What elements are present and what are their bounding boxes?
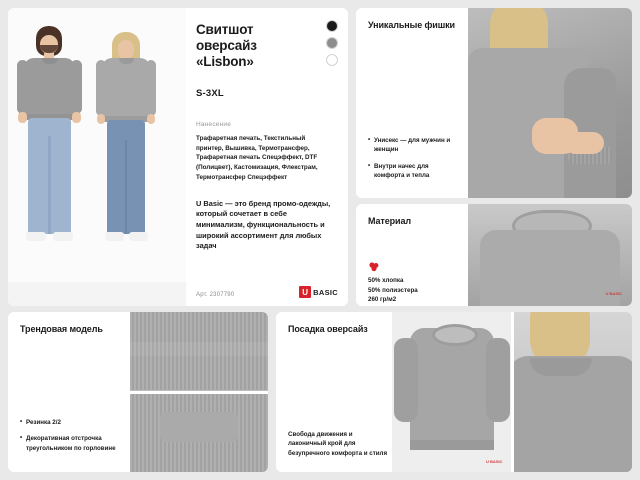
logo-text: BASIC <box>313 287 338 297</box>
swatch-grey[interactable] <box>326 37 338 49</box>
features-title: Уникальные фишки <box>368 20 455 30</box>
fit-front-right-sleeve <box>486 338 510 422</box>
features-bullets <box>368 136 460 187</box>
male-right-shoe <box>53 232 73 241</box>
product-info <box>186 8 348 306</box>
female-left-shoe <box>105 232 124 241</box>
cuff-fold <box>130 342 268 356</box>
trend-title: Трендовая модель <box>20 324 103 334</box>
material-card <box>356 204 632 306</box>
female-right-hand <box>147 114 155 124</box>
material-spec-line-2: 50% полиэстера <box>368 286 418 294</box>
fit-title: Посадка оверсайз <box>288 324 368 334</box>
male-hair <box>36 26 62 56</box>
trend-photos <box>130 312 268 472</box>
fit-text <box>288 324 384 335</box>
fit-front-body <box>410 328 494 448</box>
male-jeans <box>28 118 71 234</box>
material-spec <box>368 276 418 305</box>
features-card <box>356 8 632 198</box>
fit-card <box>276 312 632 472</box>
male-left-shoe <box>26 232 46 241</box>
male-right-sleeve <box>71 60 82 114</box>
male-jeans-seam <box>48 136 51 234</box>
neck-triangle-stitch <box>160 412 238 442</box>
female-jeans-seam <box>125 140 127 234</box>
trend-card <box>8 312 268 472</box>
trend-bullet-2: • Декоративная отстрочка треугольником по горловине <box>20 434 118 453</box>
product-hero-card <box>8 8 348 306</box>
trend-bullet-1: • Резинка 2/2 <box>20 418 118 427</box>
fit-back-collar <box>530 358 592 376</box>
male-left-hand <box>18 112 27 123</box>
male-collar <box>42 58 58 64</box>
fit-photos <box>392 312 632 472</box>
material-photo <box>468 204 632 306</box>
material-text <box>368 216 468 227</box>
feature-bullet-2: • Внутри начес для комфорта и тепла <box>368 162 460 181</box>
brand-description: U Basic — это бренд промо-одежды, который сочетает в себе минимализм, функциональность и широкий ассортимент для любых задач <box>196 198 331 251</box>
fit-front-brand-mark: U BASIC <box>486 459 503 464</box>
feature-bullet-1: • Унисекс — для мужчин и женщин <box>368 136 460 155</box>
logo-mark: U <box>299 286 311 298</box>
photo-floor <box>8 282 186 306</box>
article-row <box>196 286 338 298</box>
size-range: S-3XL <box>196 87 224 99</box>
female-left-hand <box>97 114 105 124</box>
material-shoulders <box>480 230 620 306</box>
fit-front-hem <box>410 440 494 450</box>
trend-photo-neck <box>130 394 268 473</box>
material-spec-line-3: 260 гр/м2 <box>368 296 397 304</box>
female-sweatshirt <box>102 58 150 122</box>
feature-photo <box>468 8 632 198</box>
print-label: Нанесение <box>196 120 232 128</box>
article-code: Арт. 2307790 <box>196 292 235 298</box>
female-right-shoe <box>129 232 148 241</box>
trend-text <box>20 324 118 335</box>
cotton-flower-icon <box>368 260 380 272</box>
material-title: Материал <box>368 216 411 226</box>
brand-logo <box>299 286 338 298</box>
swatch-white[interactable] <box>326 54 338 66</box>
fit-front-collar <box>432 324 478 346</box>
male-right-hand <box>72 112 81 123</box>
product-models-photo <box>8 8 186 306</box>
female-jeans <box>107 120 145 234</box>
trend-bullets <box>20 418 118 460</box>
male-sweatshirt <box>24 58 75 120</box>
feature-hand-right <box>564 132 604 154</box>
material-brand-mark: U BASIC <box>605 291 622 296</box>
fit-photo-back <box>514 312 633 472</box>
swatch-black[interactable] <box>326 20 338 32</box>
male-left-sleeve <box>17 60 28 114</box>
female-right-sleeve <box>146 60 156 116</box>
print-methods: Трафаретная печать, Текстильный принтер, Вышивка, Термотрансфер, Трафаретная печать Спецэффект, DTF (Полицвет), Кастомизация, Флекстрам, Термотрансфер Спецэффект <box>196 134 318 181</box>
trend-photo-cuff <box>130 312 268 391</box>
material-spec-line-1: 50% хлопка <box>368 277 404 284</box>
fit-note: Свобода движения и лаконичный крой для безупречного комфорта и стиля <box>288 431 388 457</box>
fit-photo-front <box>392 312 511 472</box>
fit-front-left-sleeve <box>394 338 418 422</box>
color-swatches[interactable] <box>326 20 338 66</box>
female-collar <box>119 58 134 64</box>
page-title: Свитшот оверсайз «Lisbon» <box>196 22 257 69</box>
female-left-sleeve <box>96 60 106 116</box>
